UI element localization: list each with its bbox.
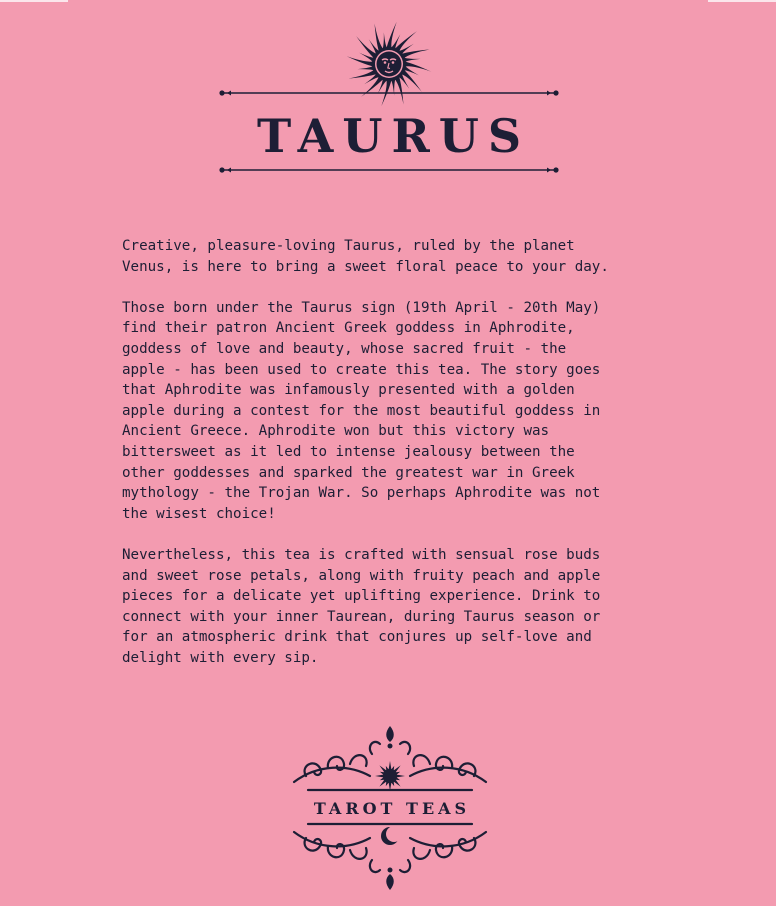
sun-ornament-ray — [375, 775, 384, 778]
bottom-divider — [218, 165, 560, 175]
sun-ornament-icon — [375, 761, 405, 791]
sun-ray — [349, 70, 377, 79]
top-edge-right — [708, 0, 776, 2]
paragraph-story: Those born under the Taurus sign (19th April - 20th May) find their patron Ancient Greek goddess in Aphrodite, goddess of love and beauty, whose sacred fruit - the apple - has been used to create this tea. The story goes that Aphrodite was infamously presented with a golden apple during a contest for the most beautiful goddess in Ancient Greece. Aphrodite won but this victory was bittersweet as it led to intense jealousy between the other goddesses and sparked the greatest war in Greek mythology - the Trojan War. So perhaps Aphrodite was not the wisest choice! — [122, 299, 601, 522]
sun-ornament-ray — [389, 761, 392, 770]
sun-ray — [375, 24, 384, 52]
sun-ray — [382, 32, 387, 49]
page-title: TAURUS — [256, 109, 531, 163]
sun-ray — [357, 66, 374, 71]
top-divider — [218, 88, 560, 98]
sun-ray — [401, 50, 429, 59]
moon-ornament-icon — [381, 826, 402, 845]
top-edge-left — [0, 0, 68, 2]
sun-ornament-ray — [396, 775, 405, 778]
brand-name: TAROT TEAS — [313, 799, 471, 818]
sun-ray — [404, 57, 421, 62]
paragraph-intro: Creative, pleasure-loving Taurus, ruled by the planet Venus, is here to bring a sweet floral peace to your day. — [122, 238, 609, 275]
paragraph-ingredients: Nevertheless, this tea is crafted with sensual rose buds and sweet rose petals, along with fruity peach and apple pieces for a delicate yet uplifting experience. Drink to connect with your inner Taurean, during Taurus season or for an atmospheric drink that conjures up self-love and delight with every sip. — [122, 546, 601, 666]
description — [122, 236, 662, 689]
